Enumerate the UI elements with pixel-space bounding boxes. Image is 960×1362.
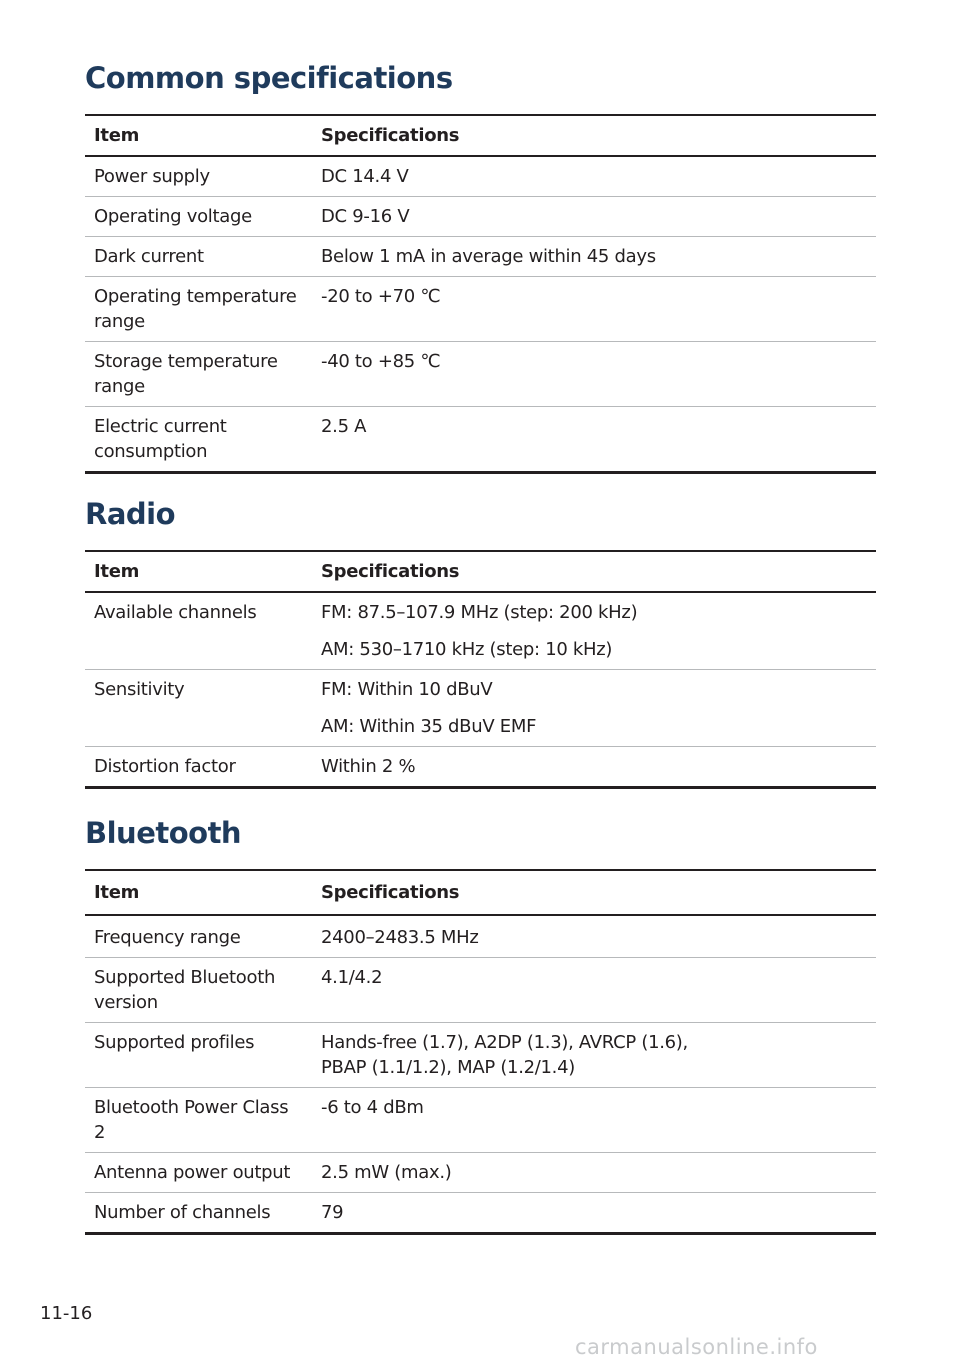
item-line: Storage temperature	[94, 351, 278, 372]
page-number: 11-16	[40, 1303, 93, 1324]
table-row	[85, 156, 876, 197]
table-header-row	[85, 551, 876, 592]
spec-cell: 2.5 A	[312, 407, 876, 473]
column-header: Specifications	[312, 115, 876, 156]
table-row	[85, 407, 876, 473]
spec-line: AM: 530–1710 kHz (step: 10 kHz)	[321, 639, 613, 660]
item-cell: Antenna power output	[85, 1153, 312, 1193]
spec-cell	[312, 1023, 876, 1088]
item-cell: Dark current	[85, 237, 312, 277]
spec-line: AM: Within 35 dBuV EMF	[321, 716, 537, 737]
table-row	[85, 1153, 876, 1193]
item-cell: Supported profiles	[85, 1023, 312, 1088]
section-title: Bluetooth	[85, 816, 242, 850]
item-line: Electric current	[94, 416, 227, 437]
item-line: range	[94, 376, 145, 397]
item-line: Operating temperature	[94, 286, 297, 307]
item-line: version	[94, 992, 158, 1013]
table-row	[85, 1193, 876, 1234]
table-row	[85, 1023, 876, 1088]
item-cell: Bluetooth Power Class 2	[85, 1088, 312, 1153]
spec-cell: DC 9-16 V	[312, 197, 876, 237]
item-cell	[85, 407, 312, 473]
table-row	[85, 277, 876, 342]
item-cell: Sensitivity	[85, 670, 312, 747]
table-header-row	[85, 870, 876, 915]
spec-cell: 2400–2483.5 MHz	[312, 915, 876, 958]
table-row	[85, 197, 876, 237]
item-cell	[85, 277, 312, 342]
spec-table	[85, 114, 876, 474]
table-row	[85, 342, 876, 407]
item-cell: Power supply	[85, 156, 312, 197]
spec-line: FM: Within 10 dBuV	[321, 679, 493, 700]
item-cell: Number of channels	[85, 1193, 312, 1234]
section-title: Common specifications	[85, 61, 453, 95]
table-row	[85, 592, 876, 670]
item-cell: Operating voltage	[85, 197, 312, 237]
spec-cell: 4.1/4.2	[312, 958, 876, 1023]
spec-line: FM: 87.5–107.9 MHz (step: 200 kHz)	[321, 602, 638, 623]
spec-table	[85, 869, 876, 1235]
item-cell	[85, 958, 312, 1023]
spec-cell: Within 2 %	[312, 747, 876, 788]
spec-cell: -20 to +70 ℃	[312, 277, 876, 342]
spec-line: PBAP (1.1/1.2), MAP (1.2/1.4)	[321, 1057, 575, 1078]
item-cell: Distortion factor	[85, 747, 312, 788]
column-header: Item	[85, 870, 312, 915]
column-header: Specifications	[312, 870, 876, 915]
spec-cell: DC 14.4 V	[312, 156, 876, 197]
spec-table	[85, 550, 876, 789]
spec-cell: 79	[312, 1193, 876, 1234]
item-line: consumption	[94, 441, 208, 462]
table-row	[85, 237, 876, 277]
watermark: carmanualsonline.info	[575, 1335, 818, 1359]
item-cell: Frequency range	[85, 915, 312, 958]
spec-line: Hands-free (1.7), A2DP (1.3), AVRCP (1.6),	[321, 1032, 688, 1053]
spec-cell: Below 1 mA in average within 45 days	[312, 237, 876, 277]
table-row	[85, 958, 876, 1023]
item-cell	[85, 342, 312, 407]
table-row	[85, 1088, 876, 1153]
column-header: Specifications	[312, 551, 876, 592]
item-line: range	[94, 311, 145, 332]
item-cell: Available channels	[85, 592, 312, 670]
column-header: Item	[85, 551, 312, 592]
table-row	[85, 670, 876, 747]
spec-cell: -6 to 4 dBm	[312, 1088, 876, 1153]
item-line: Supported Bluetooth	[94, 967, 276, 988]
radio-section	[85, 496, 876, 789]
common-specifications-section	[85, 60, 876, 474]
table-header-row	[85, 115, 876, 156]
spec-cell	[312, 670, 876, 747]
section-title: Radio	[85, 497, 176, 531]
table-row	[85, 915, 876, 958]
bluetooth-section	[85, 815, 876, 1235]
spec-cell: 2.5 mW (max.)	[312, 1153, 876, 1193]
table-row	[85, 747, 876, 788]
column-header: Item	[85, 115, 312, 156]
spec-cell: -40 to +85 ℃	[312, 342, 876, 407]
spec-cell	[312, 592, 876, 670]
